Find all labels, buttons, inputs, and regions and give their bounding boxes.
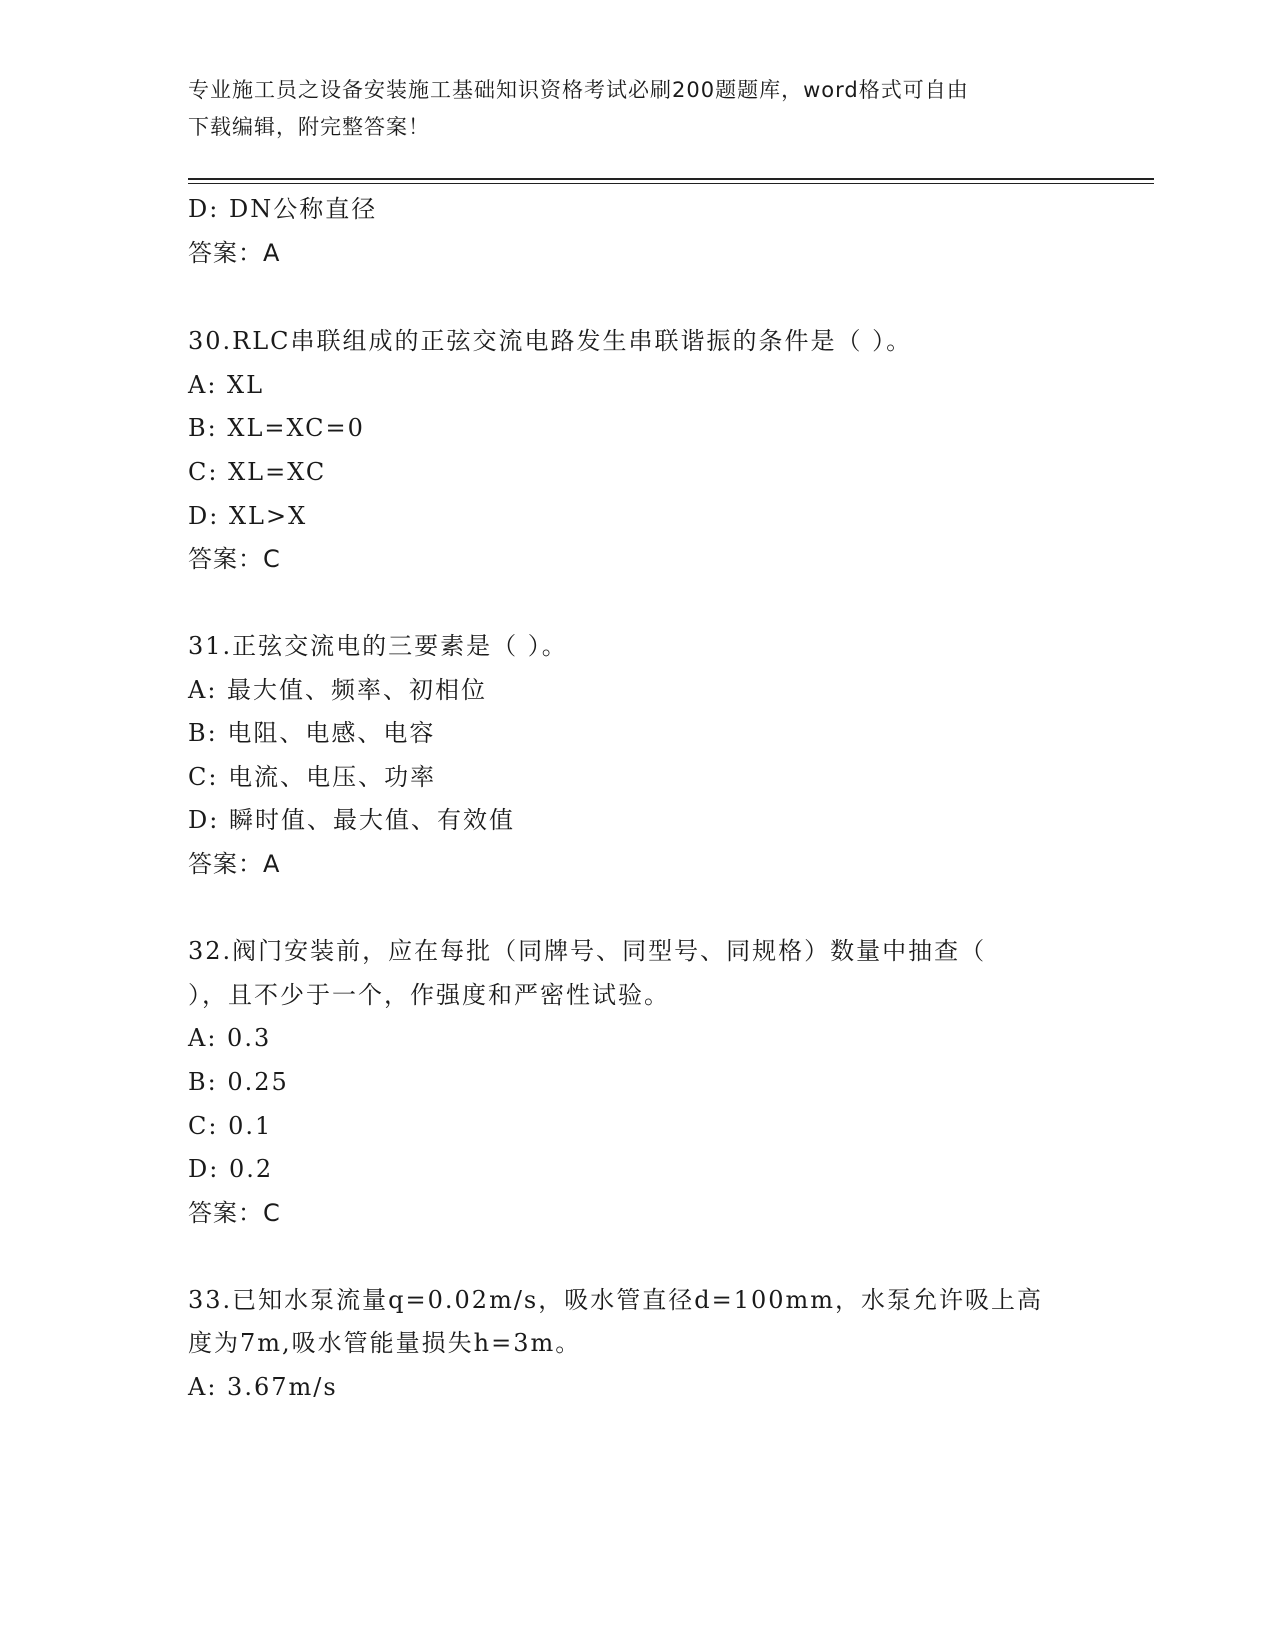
q30-answer: 答案：C — [188, 545, 281, 573]
q33-option-a: A: 3.67m/s — [188, 1373, 338, 1401]
header-rule-thin — [188, 183, 1154, 184]
prev-answer: 答案：A — [188, 239, 281, 267]
q31-option-c: C: 电流、电压、功率 — [188, 763, 437, 791]
q32-option-a: A: 0.3 — [188, 1024, 272, 1052]
q31-option-a: A: 最大值、频率、初相位 — [188, 676, 488, 704]
header-rule-thick — [188, 178, 1154, 180]
q32-option-c: C: 0.1 — [188, 1112, 273, 1140]
q32-stem-line-2: ），且不少于一个，作强度和严密性试验。 — [188, 981, 670, 1009]
q33-stem-line-1: 33.已知水泵流量q=0.02m/s，吸水管直径d=100mm，水泵允许吸上高 — [188, 1286, 1044, 1314]
q32-option-d: D: 0.2 — [188, 1155, 274, 1183]
q32-answer: 答案：C — [188, 1199, 281, 1227]
document-header — [188, 72, 1068, 146]
q30-option-b: B: XL=XC=0 — [188, 414, 365, 442]
q33-stem-line-2: 度为7m,吸水管能量损失h=3m。 — [188, 1329, 582, 1357]
prev-option-d: D: DN公称直径 — [188, 195, 378, 223]
q32-stem-line-1: 32.阀门安装前，应在每批（同牌号、同型号、同规格）数量中抽查（ — [188, 937, 987, 965]
q31-option-b: B: 电阻、电感、电容 — [188, 719, 436, 747]
q30-option-d: D: XL>X — [188, 502, 308, 530]
q31-option-d: D: 瞬时值、最大值、有效值 — [188, 806, 515, 834]
q32-option-b: B: 0.25 — [188, 1068, 289, 1096]
header-line-1: 专业施工员之设备安装施工基础知识资格考试必刷200题题库，word格式可自由 — [188, 78, 969, 102]
q31-answer: 答案：A — [188, 850, 281, 878]
q31-stem: 31.正弦交流电的三要素是（ ）。 — [188, 632, 568, 660]
q30-option-a: A: XL — [188, 371, 265, 399]
q30-stem: 30.RLC串联组成的正弦交流电路发生串联谐振的条件是（ ）。 — [188, 327, 913, 355]
header-line-2: 下载编辑，附完整答案！ — [188, 115, 430, 139]
q30-option-c: C: XL=XC — [188, 458, 327, 486]
